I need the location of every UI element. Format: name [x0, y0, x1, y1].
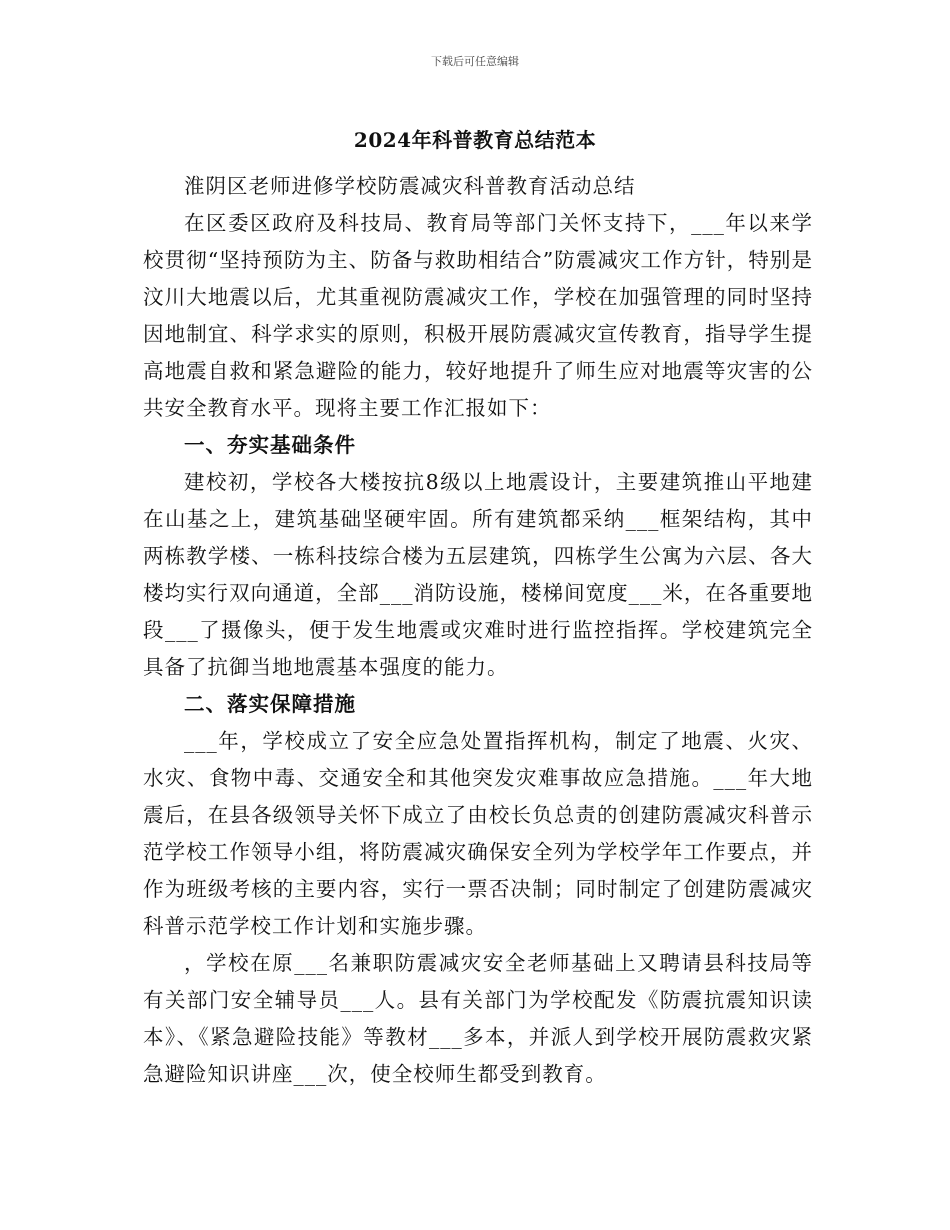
section-paragraph-foundation: 建校初，学校各大楼按抗8级以上地震设计，主要建筑推山平地建在山基之上，建筑基础坚硬牢固。所有建筑都采纳___框架结构，其中两栋教学楼、一栋科技综合楼为五层建筑，四栋学生公寓为六层、各大楼均实行双向通道，全部___消防设施，楼梯间宽度___米，在各重要地段___了摄像头，便于发生地震或灾难时进行监控指挥。学校建筑完全具备了抗御当地地震基本强度的能力。: [143, 470, 813, 679]
document-subtitle: 淮阴区老师进修学校防震减灾科普教育活动总结: [184, 174, 636, 198]
document-title: 2024年科普教育总结范本: [353, 128, 597, 152]
document-body: [143, 168, 813, 1093]
section-paragraph-measures-1: ___年，学校成立了安全应急处置指挥机构，制定了地震、火灾、水灾、食物中毒、交通安全和其他突发灾难事故应急措施。___年大地震后，在县各级领导关怀下成立了由校长负总责的创建防震减灾科普示范学校工作领导小组，将防震减灾确保安全列为学校学年工作要点，并作为班级考核的主要内容，实行一票否决制；同时制定了创建防震减灾科普示范学校工作计划和实施步骤。: [143, 729, 813, 938]
section-paragraph-measures-2: ，学校在原___名兼职防震减灾安全老师基础上又聘请县科技局等有关部门安全辅导员___人。县有关部门为学校配发《防震抗震知识读本》、《紧急避险技能》等教材___多本，并派人到学校开展防震救灾紧急避险知识讲座___次，使全校师生都受到教育。: [143, 951, 813, 1086]
header-note: 下载后可任意编辑: [431, 55, 519, 68]
section-heading-measures: 二、落实保障措施: [184, 692, 356, 716]
section-heading-foundation: 一、夯实基础条件: [184, 433, 356, 457]
intro-paragraph: 在区委区政府及科技局、教育局等部门关怀支持下，___年以来学校贯彻“坚持预防为主、防备与救助相结合”防震减灾工作方针，特别是汶川大地震以后，尤其重视防震减灾工作，学校在加强管理的同时坚持因地制宜、科学求实的原则，积极开展防震减灾宣传教育，指导学生提高地震自救和紧急避险的能力，较好地提升了师生应对地震等灾害的公共安全教育水平。现将主要工作汇报如下：: [143, 211, 813, 420]
